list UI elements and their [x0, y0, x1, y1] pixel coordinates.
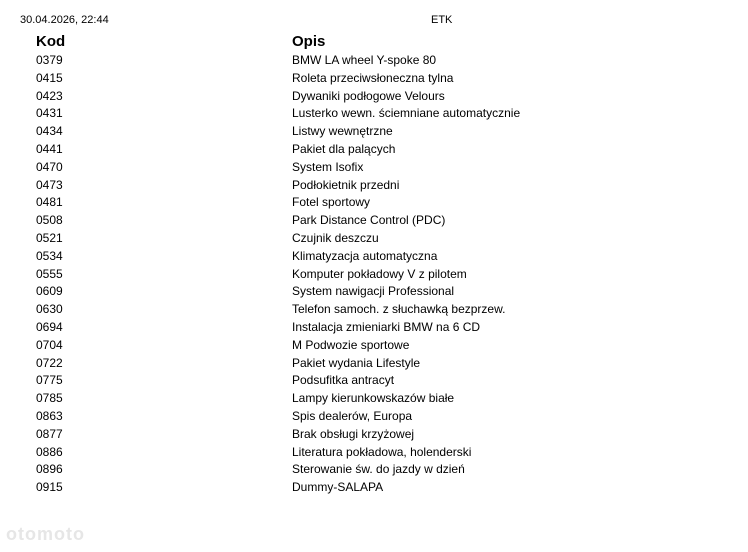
table-row [0, 177, 748, 195]
option-code: 0886 [36, 444, 63, 459]
option-code: 0481 [36, 195, 63, 210]
option-code: 0431 [36, 106, 63, 121]
option-code: 0423 [36, 88, 63, 103]
option-description: Pakiet wydania Lifestyle [292, 355, 421, 370]
table-row [0, 52, 748, 70]
table-row [0, 194, 748, 212]
table-row [0, 444, 748, 462]
option-description: Klimatyzacja automatyczna [292, 248, 438, 263]
option-description: Instalacja zmieniarki BMW na 6 CD [292, 319, 481, 334]
option-description: Dummy-SALAPA [292, 480, 384, 495]
option-description: Lampy kierunkowskazów białe [292, 391, 455, 406]
option-code: 0473 [36, 177, 63, 192]
option-description: Sterowanie św. do jazdy w dzień [292, 462, 465, 477]
table-row [0, 159, 748, 177]
option-description: Literatura pokładowa, holenderski [292, 444, 472, 459]
table-row [0, 141, 748, 159]
table-row [0, 479, 748, 497]
table-row [0, 461, 748, 479]
table-row [0, 88, 748, 106]
table-row [0, 372, 748, 390]
equipment-list [0, 52, 748, 497]
table-row [0, 337, 748, 355]
table-row [0, 212, 748, 230]
option-code: 0534 [36, 248, 63, 263]
option-code: 0722 [36, 355, 63, 370]
option-code: 0863 [36, 408, 63, 423]
table-row [0, 105, 748, 123]
option-code: 0434 [36, 124, 63, 139]
option-description: Podsufitka antracyt [292, 373, 395, 388]
table-row [0, 319, 748, 337]
table-row [0, 123, 748, 141]
option-description: Dywaniki podłogowe Velours [292, 88, 445, 103]
option-code: 0785 [36, 391, 63, 406]
table-row [0, 266, 748, 284]
column-header-code: Kod [36, 33, 66, 50]
option-description: System nawigacji Professional [292, 284, 455, 299]
table-row [0, 408, 748, 426]
option-description: Podłokietnik przedni [292, 177, 400, 192]
option-code: 0379 [36, 53, 63, 67]
option-code: 0704 [36, 337, 63, 352]
option-description: Roleta przeciwsłoneczna tylna [292, 70, 454, 85]
option-code: 0508 [36, 213, 63, 228]
table-row [0, 355, 748, 373]
option-code: 0555 [36, 266, 63, 281]
option-code: 0896 [36, 462, 63, 477]
table-row [0, 248, 748, 266]
option-description: Listwy wewnętrzne [292, 124, 393, 139]
table-row [0, 301, 748, 319]
option-code: 0877 [36, 426, 63, 441]
option-description: Park Distance Control (PDC) [292, 213, 446, 228]
option-code: 0915 [36, 480, 63, 495]
table-row [0, 426, 748, 444]
column-header-description: Opis [292, 33, 326, 50]
option-description: Czujnik deszczu [292, 230, 379, 245]
option-code: 0470 [36, 159, 63, 174]
option-description: Fotel sportowy [292, 195, 371, 210]
option-description: M Podwozie sportowe [292, 337, 410, 352]
option-description: Brak obsługi krzyżowej [292, 426, 415, 441]
option-code: 0630 [36, 302, 63, 317]
table-row [0, 230, 748, 248]
table-row [0, 390, 748, 408]
option-code: 0441 [36, 141, 63, 156]
option-description: BMW LA wheel Y-spoke 80 [292, 53, 437, 67]
option-code: 0609 [36, 284, 63, 299]
document-title: ETK [431, 14, 453, 26]
option-code: 0694 [36, 319, 63, 334]
option-description: Lusterko wewn. ściemniane automatycznie [292, 106, 521, 121]
option-code: 0521 [36, 230, 63, 245]
option-description: Spis dealerów, Europa [292, 408, 413, 423]
option-code: 0775 [36, 373, 63, 388]
table-row [0, 283, 748, 301]
option-description: Komputer pokładowy V z pilotem [292, 266, 467, 281]
option-description: System Isofix [292, 159, 364, 174]
option-code: 0415 [36, 70, 63, 85]
watermark: otomoto [6, 524, 85, 544]
print-datetime: 30.04.2026, 22:44 [20, 14, 109, 26]
option-description: Pakiet dla palących [292, 141, 396, 156]
table-row [0, 70, 748, 88]
option-description: Telefon samoch. z słuchawką bezprzew. [292, 302, 506, 317]
